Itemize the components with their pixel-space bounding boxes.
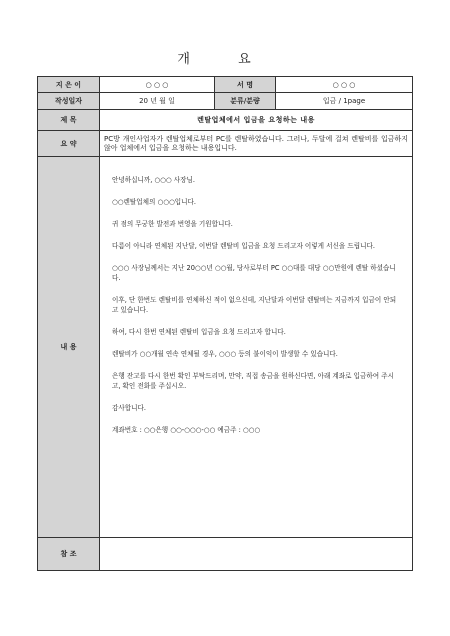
signature-value[interactable]: ○ ○ ○ (276, 77, 413, 93)
content-paragraph: 계좌번호 : ○○은행 ○○-○○○-○○ 예금주 : ○○○ (112, 426, 261, 434)
content-paragraph: 감사합니다. (112, 404, 146, 412)
content-label: 내 용 (38, 157, 100, 538)
signature-label: 서 명 (215, 77, 276, 93)
content-paragraph: 렌탈비가 ○○개월 연속 연체될 경우, ○○○ 등의 불이익이 발생할 수 있습니다. (112, 350, 338, 358)
author-label: 지 은 이 (38, 77, 100, 93)
content-paragraph: 귀 점의 무궁한 발전과 번영을 기원합니다. (112, 220, 233, 228)
summary-label: 요 약 (38, 131, 100, 157)
content-paragraph: 다름이 아니라 연체된 지난달, 이번달 렌탈비 입금을 요청 드리고자 이렇게 서신을 드립니다. (112, 242, 375, 250)
content-paragraph: 은행 잔고를 다시 한번 확인 부탁드리며, 만약, 직접 송금을 원하신다면, 아래 계좌로 입금하여 주시고, 확인 전화를 주십시오. (112, 372, 394, 390)
date-label: 작성일자 (38, 93, 100, 110)
overview-form (37, 76, 413, 571)
subject-label: 제 목 (38, 110, 100, 131)
reference-label: 참 조 (38, 538, 100, 571)
content-paragraph: ○○○ 사장님께서는 지난 20○○년 ○○월, 당사로부터 PC ○○대를 대당 ○○만원에 렌탈 하셨습니다. (112, 264, 396, 282)
content-paragraph: ○○렌탈업체의 ○○○입니다. (112, 198, 196, 206)
author-value[interactable]: ○ ○ ○ (100, 77, 215, 93)
reference-value[interactable] (100, 538, 413, 571)
content-paragraph: 하여, 다시 한번 연체된 렌탈비 입금을 요청 드리고자 합니다. (112, 328, 286, 336)
document-title: 개 요 (177, 52, 273, 67)
subject-value[interactable]: 렌탈업체에서 입금을 요청하는 내용 (100, 110, 413, 131)
content-paragraph: 이후, 단 한번도 렌탈비를 연체하신 적이 없으신데, 지난달과 이번달 렌탈비는 지금까지 입금이 안되고 있습니다. (112, 296, 397, 314)
date-value[interactable]: 20 년 월 일 (100, 93, 215, 110)
content-body[interactable] (100, 157, 413, 538)
summary-value[interactable]: PC방 개인사업자가 렌탈업체로부터 PC를 렌탈하였습니다. 그러나, 두달에 걸쳐 렌탈비를 입금하지 않아 업체에서 입금을 요청하는 내용입니다. (100, 131, 413, 157)
content-paragraph: 안녕하십니까, ○○○ 사장님. (112, 176, 195, 184)
category-label: 분류/분량 (215, 93, 276, 110)
category-value[interactable]: 입금 / 1page (276, 93, 413, 110)
